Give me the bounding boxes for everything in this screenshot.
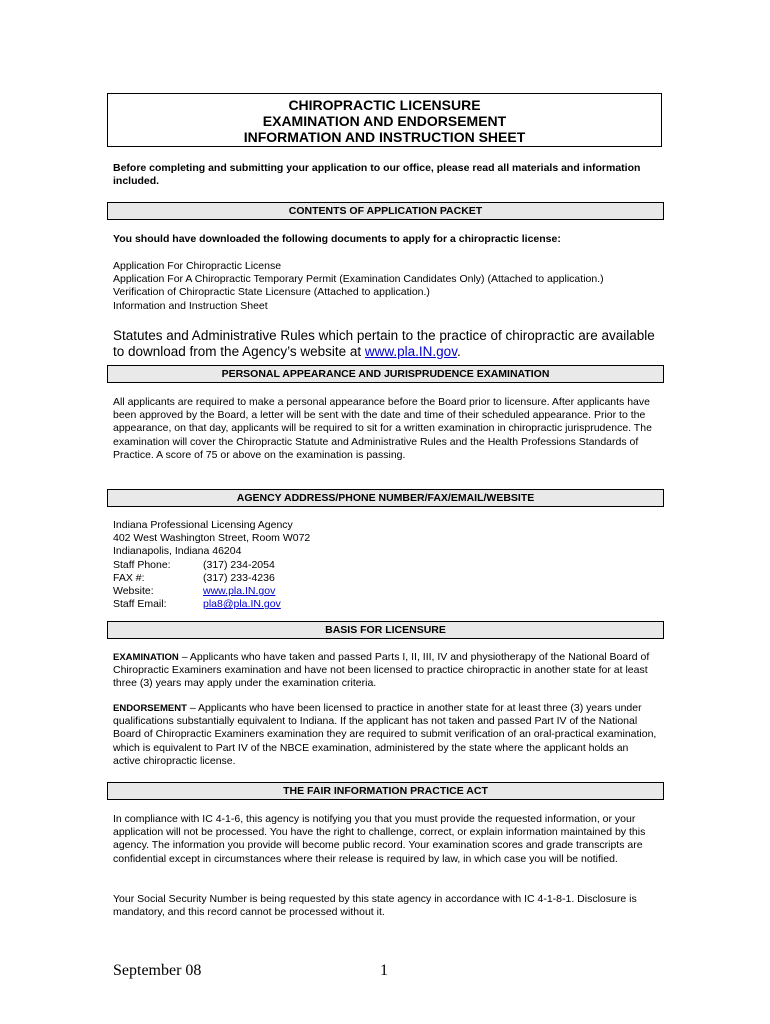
statutes-paragraph xyxy=(113,328,658,360)
section-heading-contents: CONTENTS OF APPLICATION PACKET xyxy=(107,202,664,220)
agency-street: 402 West Washington Street, Room W072 xyxy=(113,532,311,545)
fair-paragraph-1: In compliance with IC 4-1-6, this agency is notifying you that you must provide the requested information, or your application will not be processed. You have the right to challenge, correct, or explain information maintained by this agency. The information you provide will become public record. Your examination scores and grade transcripts are confidential except in circumstances where their release is required by law, in which case you will be notified. xyxy=(113,813,646,865)
endorsement-text: – Applicants who have been licensed to practice in another state for at least three (3) years under qualifications substantially equivalent to Indiana. If the applicant has not taken and passed Part IV of the National Board of Chiropractic Examiners examination they are required to submit verification of an oral-practical examination, which is equivalent to Part IV of the NBCE examination, administered by the state where the applicant holds an active chiropractic license. xyxy=(113,702,657,767)
agency-name: Indiana Professional Licensing Agency xyxy=(113,519,293,531)
agency-city: Indianapolis, Indiana 46204 xyxy=(113,545,242,558)
contents-list xyxy=(113,260,658,313)
basis-examination xyxy=(113,651,658,691)
agency-website-link[interactable]: www.pla.IN.gov xyxy=(364,344,457,359)
page-number: 1 xyxy=(380,962,388,979)
examination-text: – Applicants who have taken and passed Parts I, II, III, IV and physiotherapy of the National Board of Chiropractic Examiners examination and have not been licensed to practice chiropractic in another state for at least three (3) years may apply under the examination criteria. xyxy=(113,651,650,690)
fax-value: (317) 233-4236 xyxy=(203,571,275,584)
footer-date: September 08 xyxy=(113,962,202,979)
list-item: Application For Chiropractic License xyxy=(113,260,282,272)
statutes-end: . xyxy=(456,344,461,359)
title-line-2: EXAMINATION AND ENDORSEMENT xyxy=(262,113,507,129)
fax-row xyxy=(113,572,658,585)
section-heading-personal: PERSONAL APPEARANCE AND JURISPRUDENCE EXAMINATION xyxy=(107,365,664,383)
agency-address-block xyxy=(113,519,658,611)
fair-paragraph-2: Your Social Security Number is being requested by this state agency in accordance with IC 4-1-8-1. Disclosure is mandatory, and this record cannot be processed without it. xyxy=(113,893,637,919)
section-heading-fair: THE FAIR INFORMATION PRACTICE ACT xyxy=(107,782,664,800)
title-line-3: INFORMATION AND INSTRUCTION SHEET xyxy=(243,129,526,145)
examination-label: EXAMINATION xyxy=(113,652,179,663)
intro-text: Before completing and submitting your application to our office, please read all materials and information included. xyxy=(113,162,641,188)
website-link[interactable]: www.pla.IN.gov xyxy=(203,585,276,598)
email-row xyxy=(113,598,658,611)
endorsement-label: ENDORSEMENT xyxy=(113,703,187,714)
phone-value: (317) 234-2054 xyxy=(203,558,275,571)
website-row xyxy=(113,585,658,598)
fax-label: FAX #: xyxy=(113,571,145,584)
statutes-text: Statutes and Administrative Rules which pertain to the practice of chiropractic are available to download from the Agency’s website at xyxy=(113,328,655,359)
phone-row xyxy=(113,559,658,572)
contents-lead: You should have downloaded the following documents to apply for a chiropractic license: xyxy=(113,233,561,245)
phone-label: Staff Phone: xyxy=(113,558,171,571)
email-label: Staff Email: xyxy=(113,598,167,611)
section-heading-basis: BASIS FOR LICENSURE xyxy=(107,621,664,639)
website-label: Website: xyxy=(113,585,154,598)
email-link[interactable]: pla8@pla.IN.gov xyxy=(203,598,281,611)
personal-body: All applicants are required to make a personal appearance before the Board prior to licensure. After applicants have been approved by the Board, a letter will be sent with the date and time of their scheduled appearance. Prior to the appearance, on that day, applicants will be required to sit for a written examination in chiropractic jurisprudence. The examination will cover the Chiropractic Statute and Administrative Rules and the Health Professions Standards of Practice. A score of 75 or above on the examination is passing. xyxy=(113,396,652,461)
section-heading-agency: AGENCY ADDRESS/PHONE NUMBER/FAX/EMAIL/WEBSITE xyxy=(107,489,664,507)
list-item: Verification of Chiropractic State Licensure (Attached to application.) xyxy=(113,286,430,299)
list-item: Information and Instruction Sheet xyxy=(113,299,268,312)
list-item: Application For A Chiropractic Temporary Permit (Examination Candidates Only) (Attached to application.) xyxy=(113,273,604,286)
title-box xyxy=(107,93,662,147)
basis-endorsement xyxy=(113,702,658,768)
title-line-1: CHIROPRACTIC LICENSURE xyxy=(288,97,481,113)
